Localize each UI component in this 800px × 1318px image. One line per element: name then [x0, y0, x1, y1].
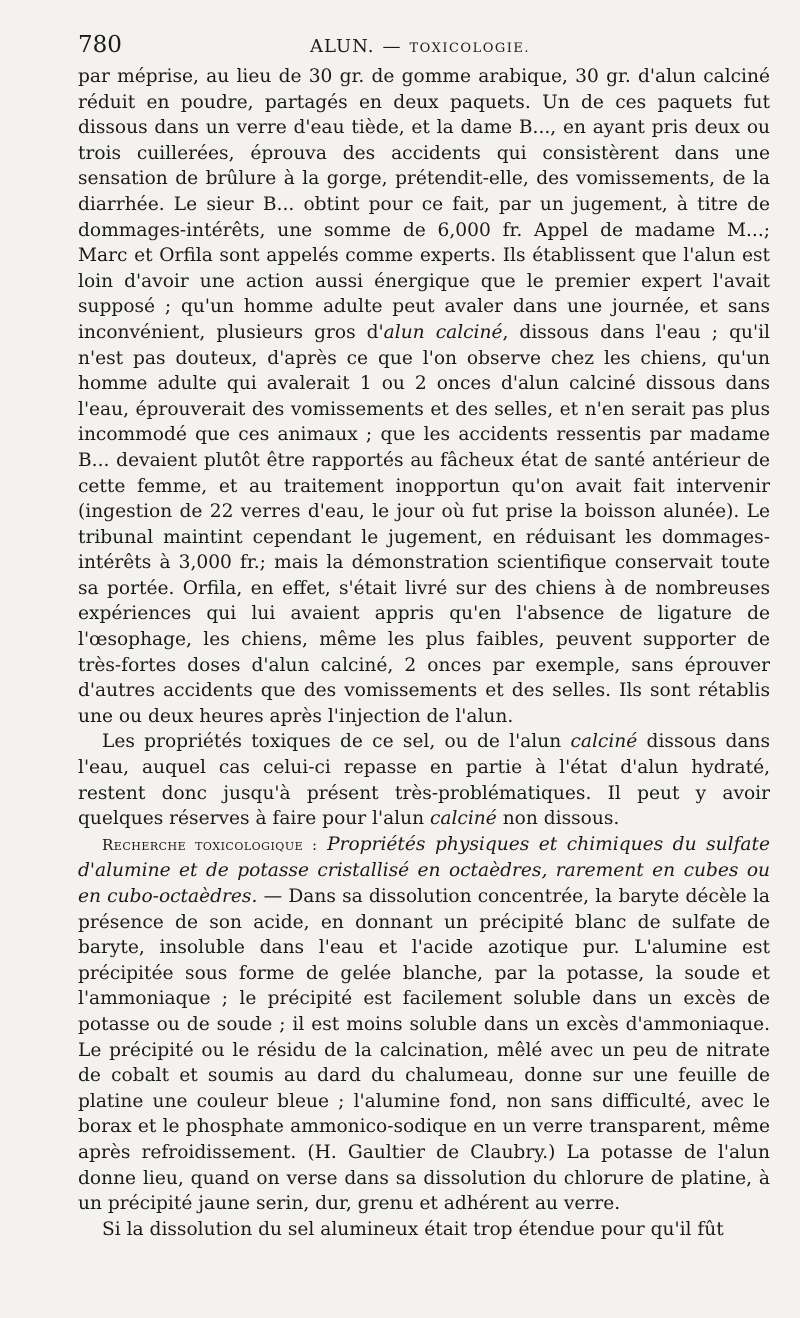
paragraph-1 [78, 64, 770, 729]
section-heading: Recherche toxicologique : [102, 835, 318, 854]
paragraph-3-text: — Dans sa dissolution concentrée, la baryte décèle la présence de son acide, en donnant un précipité blanc de sulfate de baryte, insoluble dans l'eau et l'acide azotique pur. L'alumine est précipitée sous forme de gelée blanche, par la potasse, la soude et l'ammoniaque ; le précipité est facilement soluble dans un excès de potasse ou de soude ; il est moins soluble dans un excès d'ammoniaque. Le précipité ou le résidu de la calcination, mêlé avec un peu de nitrate de cobalt et soumis au dard du chalumeau, donne sur une feuille de platine une couleur bleue ; l'alumine fond, non sans difficulté, avec le borax et le phosphate ammonico-sodique en un verre transparent, même après refroidissement. (H. Gaultier de Claubry.) La potasse de l'alun donne lieu, quand on verse dans sa dissolution du chlorure de platine, à un précipité jaune serin, dur, grenu et adhérent au verre. [78, 886, 771, 1215]
paragraph-1-text-a: par méprise, au lieu de 30 gr. de gomme arabique, 30 gr. d'alun calciné réduit en poudre, partagés en deux paquets. Un de ces paquets fut dissous dans un verre d'eau tiède, et la dame B..., en ayant pris deux ou trois cuillerées, éprouva des accidents qui consistèrent dans une sensation de brûlure à la gorge, prétendit-elle, des vomissements, de la diarrhée. Le sieur B... obtint pour ce fait, par un jugement, à titre de dommages-intérêts, une somme de 6,000 fr. Appel de madame M...; Marc et Orfila sont appelés comme experts. Ils établissent que l'alun est loin d'avoir une action aussi énergique que le premier expert l'avait supposé ; qu'un homme adulte peut avaler dans une journée, et sans inconvénient, plusieurs gros d' [78, 66, 770, 343]
paragraph-1-emphasis: alun calciné [383, 321, 503, 343]
paragraph-1-text-b: , dissous dans l'eau ; qu'il n'est pas douteux, d'après ce que l'on observe chez les chiens, qu'un homme adulte qui avalerait 1 ou 2 onces d'alun calciné dissous dans l'eau, éprouverait des vomissements et des selles, et n'en serait pas plus incommodé que ces animaux ; que les accidents ressentis par madame B... devaient plutôt être rapportés au fâcheux état de santé antérieur de cette femme, et au traitement inopportun qu'on avait fait intervenir (ingestion de 22 verres d'eau, le jour où fut prise la boisson alunée). Le tribunal maintint cependant le jugement, en réduisant les dommages-intérêts à 3,000 fr.; mais la démonstration scientifique conservait toute sa portée. Orfila, en effet, s'était livré sur des chiens à de nombreuses expériences qui lui avaient appris qu'en l'absence de ligature de l'œsophage, les chiens, même les plus faibles, peuvent supporter de très-fortes doses d'alun calciné, 2 onces par exemple, sans éprouver d'autres accidents que des vomissements et des selles. Ils sont rétablis une ou deux heures après l'injection de l'alun. [78, 321, 770, 727]
running-title-main: ALUN. [310, 36, 375, 57]
paragraph-2-text-a: Les propriétés toxiques de ce sel, ou de l'alun [102, 731, 571, 753]
body-text [78, 64, 770, 1242]
running-header [78, 30, 770, 64]
paragraph-3 [78, 832, 770, 1217]
paragraph-2-emphasis-2: calciné [429, 808, 497, 830]
paragraph-2 [78, 729, 770, 831]
paragraph-3-emphasis: Propriétés physiques et chimiques du sulfate d'alumine et de potasse cristallisé en octaèdres, rarement en cubes ou en cubo-octaèdres. [78, 833, 770, 907]
running-title [310, 36, 530, 57]
paragraph-2-text-b: dissous dans l'eau, auquel cas celui-ci repasse en partie à l'état d'alun hydraté, restent donc jusqu'à présent très-problématiques. Il peut y avoir quelques réserves à faire pour l'alun [78, 731, 770, 830]
paragraph-4-text: Si la dissolution du sel alumineux était trop étendue pour qu'il fût [102, 1218, 724, 1240]
running-title-dash: — [382, 36, 402, 57]
paragraph-2-text-c: non dissous. [496, 808, 620, 830]
page-number: 780 [78, 32, 122, 58]
running-title-section: TOXICOLOGIE. [409, 41, 530, 56]
paragraph-4 [78, 1217, 770, 1243]
paragraph-2-emphasis-1: calciné [570, 731, 638, 753]
